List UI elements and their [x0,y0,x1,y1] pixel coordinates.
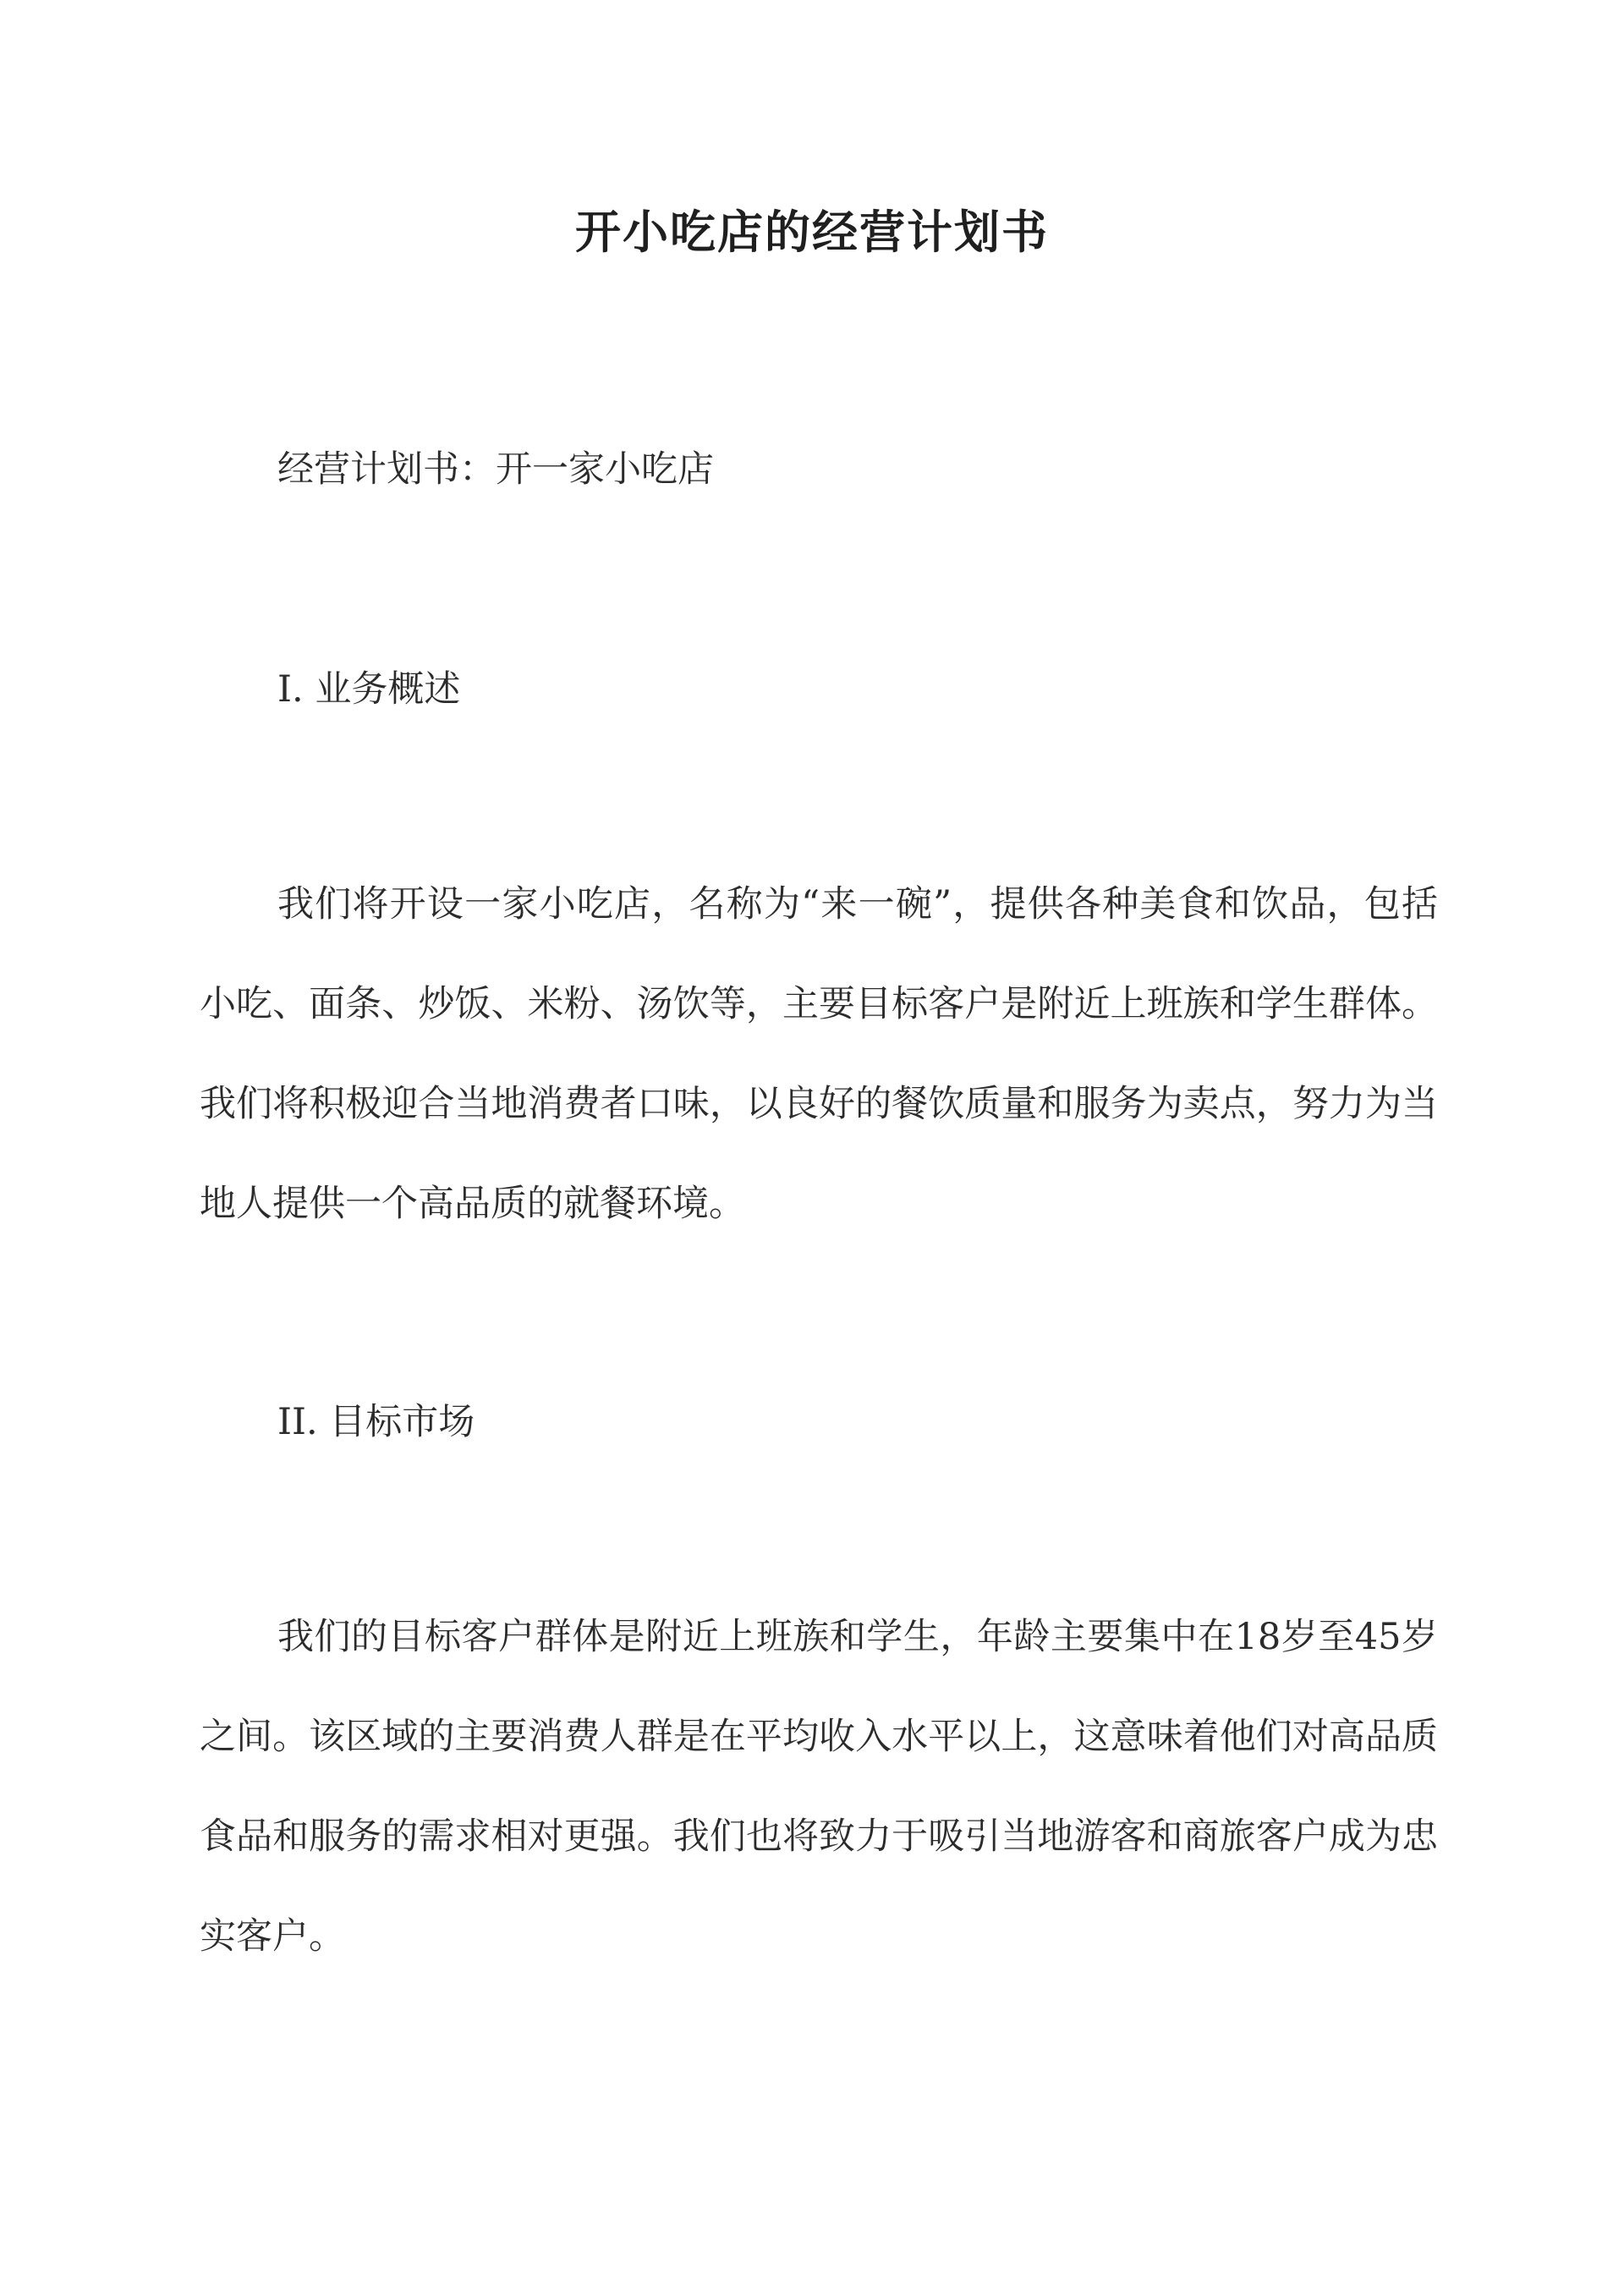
section-paragraph-target-market: 我们的目标客户群体是附近上班族和学生，年龄主要集中在18岁至45岁之间。该区域的主要消费人群是在平均收入水平以上，这意味着他们对高品质食品和服务的需求相对更强。我们也将致力于吸引当地游客和商旅客户成为忠实客户。 [200,1616,1438,1958]
document-title: 开小吃店的经营计划书 [575,205,1049,259]
section-heading-business-overview: I. 业务概述 [277,668,461,711]
section-heading-target-market: II. 目标市场 [277,1401,475,1443]
section-paragraph-business-overview: 我们将开设一家小吃店，名称为“来一碗”，提供各种美食和饮品，包括小吃、面条、炒饭、米粉、汤饮等，主要目标客户是附近上班族和学生群体。我们将积极迎合当地消费者口味，以良好的餐饮质量和服务为卖点，努力为当地人提供一个高品质的就餐环境。 [200,883,1438,1225]
document-subtitle: 经营计划书：开一家小吃店 [277,448,714,491]
